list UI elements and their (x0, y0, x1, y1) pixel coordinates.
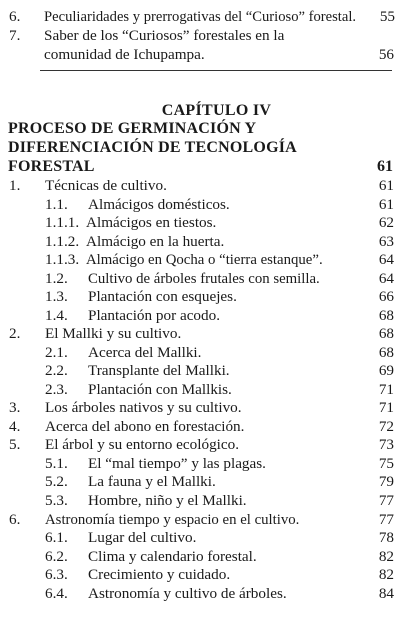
entry-title: Astronomía y cultivo de árboles. (88, 585, 287, 602)
entry-page: 82 (378, 566, 394, 583)
entry-page: 63 (378, 233, 394, 250)
entry-page: 78 (378, 529, 394, 546)
entry-title: Los árboles nativos y su cultivo. (45, 399, 242, 416)
entry-number: 2.3. (45, 381, 68, 398)
entry-page: 69 (378, 362, 394, 379)
entry-number: 5.1. (45, 455, 68, 472)
entry-title-continued: comunidad de Ichupampa. (44, 46, 205, 63)
entry-title: Plantación con Mallkis. (88, 381, 232, 398)
entry-title: Cultivo de árboles frutales con semilla. (88, 271, 320, 287)
entry-page: 62 (378, 214, 394, 231)
entry-page: 79 (378, 473, 394, 490)
chapter-heading-line: DIFERENCIACIÓN DE TECNOLOGÍA (8, 139, 297, 156)
entry-title: Lugar del cultivo. (88, 529, 197, 546)
chapter-heading-line: FORESTAL (8, 158, 95, 175)
entry-number: 1.1.1. (45, 214, 80, 231)
entry-title: Almácigo en Qocha o “tierra estanque”. (86, 252, 323, 268)
entry-title: Acerca del Mallki. (88, 344, 202, 361)
entry-number: 3. (9, 399, 21, 416)
entry-title: El Mallki y su cultivo. (45, 325, 182, 342)
entry-title: Saber de los “Curiosos” forestales en la (44, 27, 285, 44)
entry-page: 73 (378, 436, 394, 453)
entry-page: 66 (378, 288, 394, 305)
entry-page: 68 (378, 344, 394, 361)
entry-number: 4. (9, 418, 21, 435)
entry-page: 77 (378, 492, 394, 509)
entry-title: Acerca del abono en forestación. (45, 418, 245, 435)
entry-number: 5.2. (45, 473, 68, 490)
entry-page: 84 (378, 585, 394, 602)
entry-title: Almácigo en la huerta. (86, 233, 225, 250)
entry-number: 6.1. (45, 529, 68, 546)
entry-number: 2.2. (45, 362, 68, 379)
entry-page: 71 (378, 381, 394, 398)
entry-number: 6. (9, 511, 21, 528)
entry-title: Plantación con esquejes. (88, 288, 237, 305)
entry-title: Almácigos en tiestos. (86, 214, 217, 231)
entry-number: 1.1.2. (45, 233, 80, 250)
entry-number: 6.4. (45, 585, 68, 602)
entry-number: 1. (9, 177, 21, 194)
entry-page: 72 (378, 418, 394, 435)
entry-page: 75 (378, 455, 394, 472)
entry-title: Crecimiento y cuidado. (88, 566, 231, 583)
entry-title: Almácigos domésticos. (88, 196, 230, 213)
entry-title: Plantación por acodo. (88, 307, 221, 324)
entry-number: 1.4. (45, 307, 68, 324)
chapter-page: 61 (377, 158, 393, 175)
entry-title: Astronomía tiempo y espacio en el cultivo. (45, 512, 300, 528)
entry-page: 68 (378, 325, 394, 342)
entry-title: Técnicas de cultivo. (45, 177, 167, 194)
entry-number: 6.2. (45, 548, 68, 565)
entry-page: 61 (378, 196, 394, 213)
entry-title: Hombre, niño y el Mallki. (88, 492, 247, 509)
entry-number: 5. (9, 436, 21, 453)
entry-number: 6.3. (45, 566, 68, 583)
chapter-heading-line: PROCESO DE GERMINACIÓN Y (8, 120, 257, 137)
entry-number: 6. (9, 8, 21, 25)
entry-title: El árbol y su entorno ecológico. (45, 436, 240, 453)
entry-number: 1.3. (45, 288, 68, 305)
entry-number: 2. (9, 325, 21, 342)
entry-page: 55 (379, 8, 395, 25)
entry-page: 71 (378, 399, 394, 416)
entry-title: Peculiaridades y prerrogativas del “Curioso” forestal. (44, 9, 357, 25)
entry-page: 82 (378, 548, 394, 565)
entry-title: La fauna y el Mallki. (88, 473, 216, 490)
entry-title: El “mal tiempo” y las plagas. (88, 455, 266, 472)
entry-number: 1.1. (45, 196, 68, 213)
entry-number: 5.3. (45, 492, 68, 509)
entry-page: 68 (378, 307, 394, 324)
section-divider (40, 70, 392, 71)
entry-page: 77 (378, 511, 394, 528)
chapter-label: CAPÍTULO IV (161, 102, 272, 119)
entry-number: 1.2. (45, 270, 68, 287)
entry-title: Clima y calendario forestal. (88, 548, 257, 565)
entry-page: 56 (378, 46, 394, 63)
entry-title: Transplante del Mallki. (88, 362, 230, 379)
entry-page: 64 (378, 270, 394, 287)
entry-page: 64 (378, 251, 394, 268)
entry-number: 7. (9, 27, 21, 44)
entry-page: 61 (378, 177, 394, 194)
entry-number: 1.1.3. (45, 251, 80, 268)
entry-number: 2.1. (45, 344, 68, 361)
